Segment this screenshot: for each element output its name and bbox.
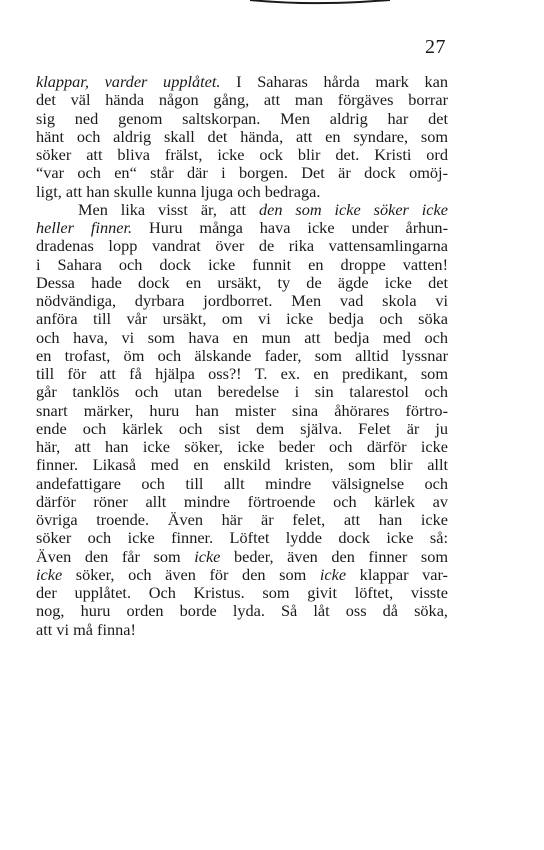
- text-segment: söker, och även för den som: [62, 564, 320, 584]
- text-segment: nödvändiga, dyrbara jordborret. Men vad skola vi: [36, 291, 448, 310]
- text-line: [36, 237, 448, 255]
- text-segment: hänt och aldrig skall det hända, att en syndare, som: [36, 126, 448, 146]
- text-line: [36, 566, 448, 584]
- text-segment: därför röner allt mindre förtroende och kärlek av: [36, 491, 448, 511]
- text-segment: Huru många hava icke under århun-: [132, 218, 448, 237]
- text-segment: här, att han icke söker, icke beder och därför icke: [36, 437, 448, 456]
- text-line: [36, 164, 448, 182]
- text-line: [36, 365, 448, 383]
- text-line: [36, 511, 448, 529]
- text-segment: I Saharas hårda mark kan: [220, 72, 448, 91]
- text-line: [36, 292, 448, 310]
- text-segment: det väl hända någon gång, att man förgäves borrar: [36, 90, 448, 110]
- page-number: 27: [425, 36, 446, 58]
- text-segment: och hava, vi som hava en mun att bedja med och: [36, 327, 448, 347]
- text-segment: Men lika visst är, att: [78, 199, 259, 219]
- text-line: [36, 456, 448, 474]
- text-line: [36, 110, 448, 128]
- text-line: [36, 548, 448, 566]
- italic-text: icke: [194, 546, 221, 566]
- text-line: [36, 274, 448, 292]
- text-line: [36, 347, 448, 365]
- italic-text: den som icke söker icke: [258, 199, 448, 219]
- text-line: [36, 73, 448, 91]
- text-segment: söker att bliva frälst, icke ock blir det. Kristi ord: [36, 145, 448, 164]
- text-segment: går tanklös och utan beredelse i sin talarestol och: [36, 382, 448, 402]
- text-line: [36, 219, 448, 237]
- text-segment: beder, även den finner som: [220, 546, 449, 566]
- text-segment: klappar var-: [346, 564, 448, 584]
- italic-text: heller finner.: [36, 218, 133, 237]
- text-segment: sig ned genom saltskorpan. Men aldrig har det: [36, 108, 448, 128]
- text-line: [36, 493, 448, 511]
- text-segment: anföra till vår ursäkt, om vi icke bedja och söka: [36, 309, 448, 329]
- text-segment: andefattigare och till allt mindre välsignelse och: [36, 473, 448, 493]
- text-segment: övriga troende. Även här är felet, att han icke: [36, 510, 448, 529]
- text-line: [36, 420, 448, 438]
- text-line: [36, 584, 448, 602]
- text-line: [36, 146, 448, 164]
- italic-text: klappar, varder upplåtet.: [36, 72, 221, 91]
- text-segment: i Sahara och dock icke funnit en droppe vatten!: [36, 254, 448, 274]
- text-line: [36, 383, 448, 401]
- text-segment: nog, huru orden borde lyda. Så låt oss då söka,: [36, 601, 448, 621]
- text-segment: der upplåtet. Och Kristus. som givit löftet, visste: [36, 583, 448, 602]
- text-line: [36, 91, 448, 109]
- text-segment: att vi må finna!: [36, 619, 136, 639]
- text-segment: söker och icke finner. Löftet lydde dock icke så:: [36, 528, 448, 548]
- text-line: [36, 529, 448, 547]
- body-text: [36, 73, 448, 639]
- text-line: [36, 438, 448, 456]
- text-line: [36, 602, 448, 620]
- text-segment: dradenas lopp vandrat över de rika vattensamlingarna: [36, 236, 448, 256]
- text-segment: ligt, att han skulle kunna ljuga och bedraga.: [36, 181, 321, 201]
- text-segment: till för att få hjälpa oss?! T. ex. en predikant, som: [36, 364, 448, 383]
- text-line: [36, 256, 448, 274]
- text-segment: Även den får som: [36, 546, 195, 566]
- text-line: [36, 201, 448, 219]
- text-segment: en trofast, öm och älskande fader, som alltid lyssnar: [36, 345, 448, 365]
- text-segment: snart märker, huru han mister sina åhörares förtro-: [36, 400, 448, 420]
- text-line: [36, 128, 448, 146]
- text-line: [36, 621, 448, 639]
- text-line: [36, 310, 448, 328]
- text-segment: “var och en“ står där i borgen. Det är dock omöj-: [36, 163, 448, 183]
- text-line: [36, 183, 448, 201]
- previous-page-edge-mark: [0, 0, 544, 6]
- text-segment: Dessa hade dock en ursäkt, ty de ägde icke det: [36, 272, 448, 292]
- italic-text: icke: [319, 564, 347, 584]
- text-line: [36, 329, 448, 347]
- text-line: [36, 475, 448, 493]
- text-segment: ende och kärlek och sist dem själva. Felet är ju: [36, 418, 448, 438]
- italic-text: icke: [36, 564, 63, 584]
- text-segment: finner. Likaså med en enskild kristen, som blir allt: [36, 455, 448, 475]
- text-line: [36, 402, 448, 420]
